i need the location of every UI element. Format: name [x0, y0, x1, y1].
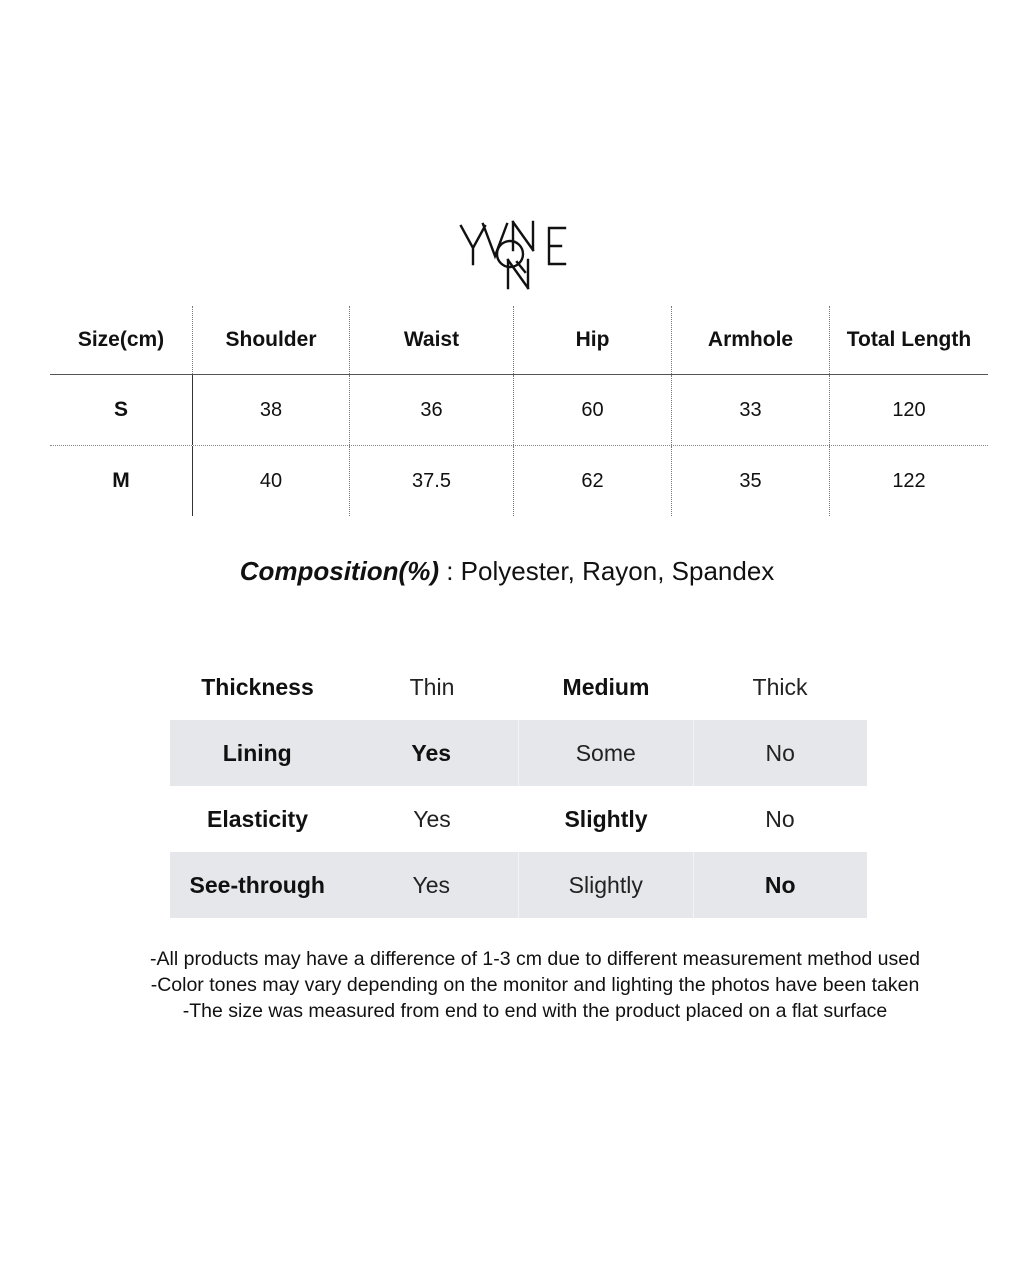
fabric-option: Thick [752, 673, 808, 700]
fabric-attribute: See-through [189, 871, 325, 898]
fabric-option-selected: Medium [562, 673, 650, 700]
yvonne-logo-icon [455, 212, 585, 292]
header-cell: Hip [513, 306, 671, 374]
note-line: -Color tones may vary depending on the monitor and lighting the photos have been taken [150, 974, 920, 996]
header-cell: Waist [349, 306, 513, 374]
fabric-row-elasticity [170, 786, 867, 852]
size-table-header [50, 306, 988, 375]
fabric-attribute: Elasticity [207, 805, 308, 832]
composition-separator: : [439, 556, 461, 586]
composition-label: Composition(%) [239, 556, 439, 586]
header-cell: Shoulder [192, 306, 349, 374]
fabric-properties-table [170, 654, 867, 918]
table-cell: 120 [829, 375, 988, 445]
note-line: -The size was measured from end to end with the product placed on a flat surface [182, 1000, 888, 1022]
fabric-option-selected: Yes [411, 739, 452, 766]
fabric-option: Thin [409, 673, 455, 700]
disclaimer-notes [0, 946, 1014, 1024]
header-cell: Total Length [829, 306, 988, 374]
brand-logo [455, 212, 585, 292]
table-cell: 38 [192, 375, 349, 445]
fabric-option-selected: Slightly [564, 805, 648, 832]
table-cell: 60 [513, 375, 671, 445]
table-cell: 36 [349, 375, 513, 445]
fabric-option: Yes [412, 871, 451, 898]
composition-line [0, 556, 1014, 587]
composition-value: Polyester, Rayon, Spandex [460, 556, 775, 586]
fabric-attribute: Lining [222, 739, 292, 766]
table-cell: 122 [829, 446, 988, 516]
fabric-option: Some [518, 720, 694, 786]
fabric-option: Yes [413, 805, 451, 832]
note-line: -All products may have a difference of 1-3 cm due to different measurement method used [150, 948, 920, 970]
fabric-option-selected: No [764, 871, 796, 898]
fabric-row-thickness [170, 654, 867, 720]
size-label: S [113, 398, 128, 421]
header-cell: Armhole [671, 306, 829, 374]
fabric-option: Slightly [518, 852, 694, 918]
fabric-option: No [765, 805, 795, 832]
table-cell: 35 [671, 446, 829, 516]
fabric-row-lining [170, 720, 867, 786]
table-cell: 37.5 [349, 446, 513, 516]
table-row [50, 446, 988, 516]
fabric-option: No [765, 739, 795, 766]
size-label: M [112, 469, 130, 492]
header-cell: Size(cm) [77, 328, 165, 351]
fabric-row-see-through [170, 852, 867, 918]
size-table [50, 306, 988, 516]
table-cell: 33 [671, 375, 829, 445]
table-row [50, 375, 988, 446]
table-cell: 62 [513, 446, 671, 516]
table-cell: 40 [192, 446, 349, 516]
fabric-attribute: Thickness [201, 673, 314, 700]
